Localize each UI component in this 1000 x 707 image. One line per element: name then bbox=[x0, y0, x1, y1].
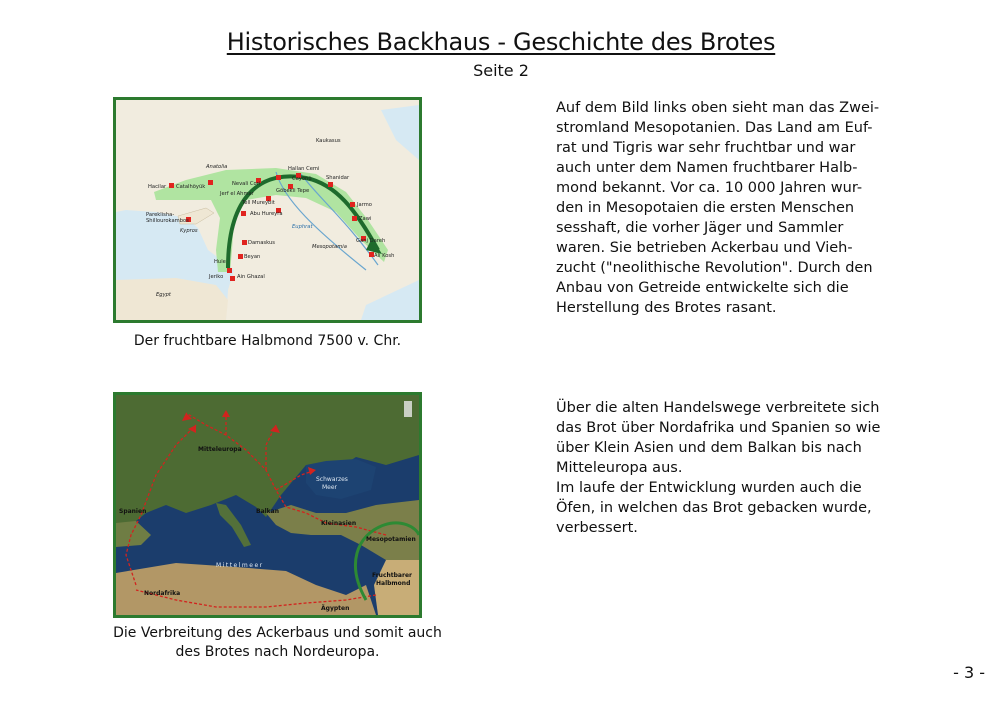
text-line: waren. Sie betrieben Ackerbau und Vieh- bbox=[556, 240, 853, 256]
label-ganj: Ganj Dareh bbox=[356, 238, 386, 244]
fertile-crescent-map bbox=[113, 97, 422, 323]
label-cayonu: Cayönü bbox=[292, 176, 312, 182]
label-aegypten: Ägypten bbox=[321, 605, 350, 612]
label-ali: Ali Kosh bbox=[374, 253, 395, 259]
label-paraklisia: Pareklisha-Shillourokambos bbox=[146, 212, 189, 224]
label-balkan: Balkan bbox=[256, 508, 279, 515]
text-line: sesshaft, die vorher Jäger und Sammler bbox=[556, 220, 844, 236]
label-egypt: Egypt bbox=[156, 292, 171, 298]
text-line: Auf dem Bild links oben sieht man das Zwei- bbox=[556, 100, 880, 116]
label-zawi: Zawi bbox=[359, 216, 372, 222]
text-line: stromland Mesopotanien. Das Land am Euf- bbox=[556, 120, 873, 136]
label-mitteleuropa: Mitteleuropa bbox=[198, 446, 242, 453]
label-nevali-cori: Nevali Cori bbox=[232, 181, 261, 187]
label-meer: Meer bbox=[322, 484, 338, 491]
label-spanien: Spanien bbox=[119, 508, 147, 515]
page-title: Historisches Backhaus - Geschichte des Brotes bbox=[226, 28, 776, 56]
label-abu: Abu Hureyra bbox=[250, 211, 283, 217]
label-anatolia: Anatolia bbox=[206, 164, 228, 170]
agriculture-spread-map bbox=[113, 392, 422, 618]
text-block-mesopotamien bbox=[556, 98, 901, 318]
label-hallan-cemi: Hallan Cemi bbox=[288, 166, 320, 172]
label-ain: Ain Ghazal bbox=[237, 274, 265, 280]
label-mesopotamien: Mesopotamien bbox=[366, 536, 416, 543]
text-line: verbessert. bbox=[556, 520, 638, 536]
label-mittelmeer: Mittelmeer bbox=[216, 562, 264, 569]
label-schwarzes: Schwarzes bbox=[316, 476, 348, 483]
page-subtitle: Seite 2 bbox=[473, 61, 529, 80]
label-catalhoyuk: Catalhöyük bbox=[176, 184, 206, 190]
text-line: mond bekannt. Vor ca. 10 000 Jahren wur- bbox=[556, 180, 863, 196]
text-line: zucht ("neolithische Revolution". Durch den bbox=[556, 260, 873, 276]
text-line: den in Mesopotaien die ersten Menschen bbox=[556, 200, 855, 216]
label-jerf: Jerf el Ahmar bbox=[220, 191, 254, 197]
label-jeriko: Jeriko bbox=[209, 274, 224, 280]
label-nordafrika: Nordafrika bbox=[144, 590, 181, 597]
text-line: das Brot über Nordafrika und Spanien so wie bbox=[556, 420, 881, 436]
label-fruchtbarer: Fruchtbarer bbox=[372, 572, 412, 579]
text-line: Im laufe der Entwicklung wurden auch die bbox=[556, 480, 862, 496]
label-beyan: Beyan bbox=[244, 254, 261, 260]
label-gobekli: Göbekli Tepe bbox=[276, 188, 310, 194]
figure2-caption-line1: Die Verbreitung des Ackerbaus und somit auch bbox=[113, 625, 442, 641]
figure1-caption: Der fruchtbare Halbmond 7500 v. Chr. bbox=[133, 333, 402, 349]
label-hule: Hule bbox=[214, 259, 226, 265]
text-line: über Klein Asien und dem Balkan bis nach bbox=[556, 440, 862, 456]
label-euphrat: Euphrat bbox=[292, 224, 313, 230]
label-halbmond: Halbmond bbox=[376, 580, 411, 587]
label-shanidar: Shanidar bbox=[326, 175, 350, 181]
label-kleinasien: Kleinasien bbox=[321, 520, 357, 527]
text-line: Mitteleuropa aus. bbox=[556, 460, 683, 476]
label-hacilar: Hacilar bbox=[148, 184, 167, 190]
label-tell: Tell Mureybit bbox=[242, 200, 275, 206]
figure2-caption bbox=[90, 624, 465, 662]
figure2-caption-line2: des Brotes nach Nordeuropa. bbox=[175, 644, 380, 660]
label-mesopotamia: Mesopotamia bbox=[312, 244, 347, 250]
text-block-handelswege bbox=[556, 398, 901, 538]
label-kypros: Kypros bbox=[180, 228, 198, 234]
text-line: Herstellung des Brotes rasant. bbox=[556, 300, 777, 316]
text-line: auch unter dem Namen fruchtbarer Halb- bbox=[556, 160, 858, 176]
text-line: Über die alten Handelswege verbreitete sich bbox=[556, 400, 880, 416]
label-jarmo: Jarmo bbox=[357, 202, 372, 208]
label-damaskus: Damaskus bbox=[248, 240, 275, 246]
label-kaukasus: Kaukasus bbox=[316, 138, 341, 144]
page-number: - 3 - bbox=[953, 663, 985, 682]
text-line: Anbau von Getreide entwickelte sich die bbox=[556, 280, 849, 296]
text-line: rat und Tigris war sehr fruchtbar und war bbox=[556, 140, 856, 156]
text-line: Öfen, in welchen das Brot gebacken wurde, bbox=[556, 500, 872, 516]
